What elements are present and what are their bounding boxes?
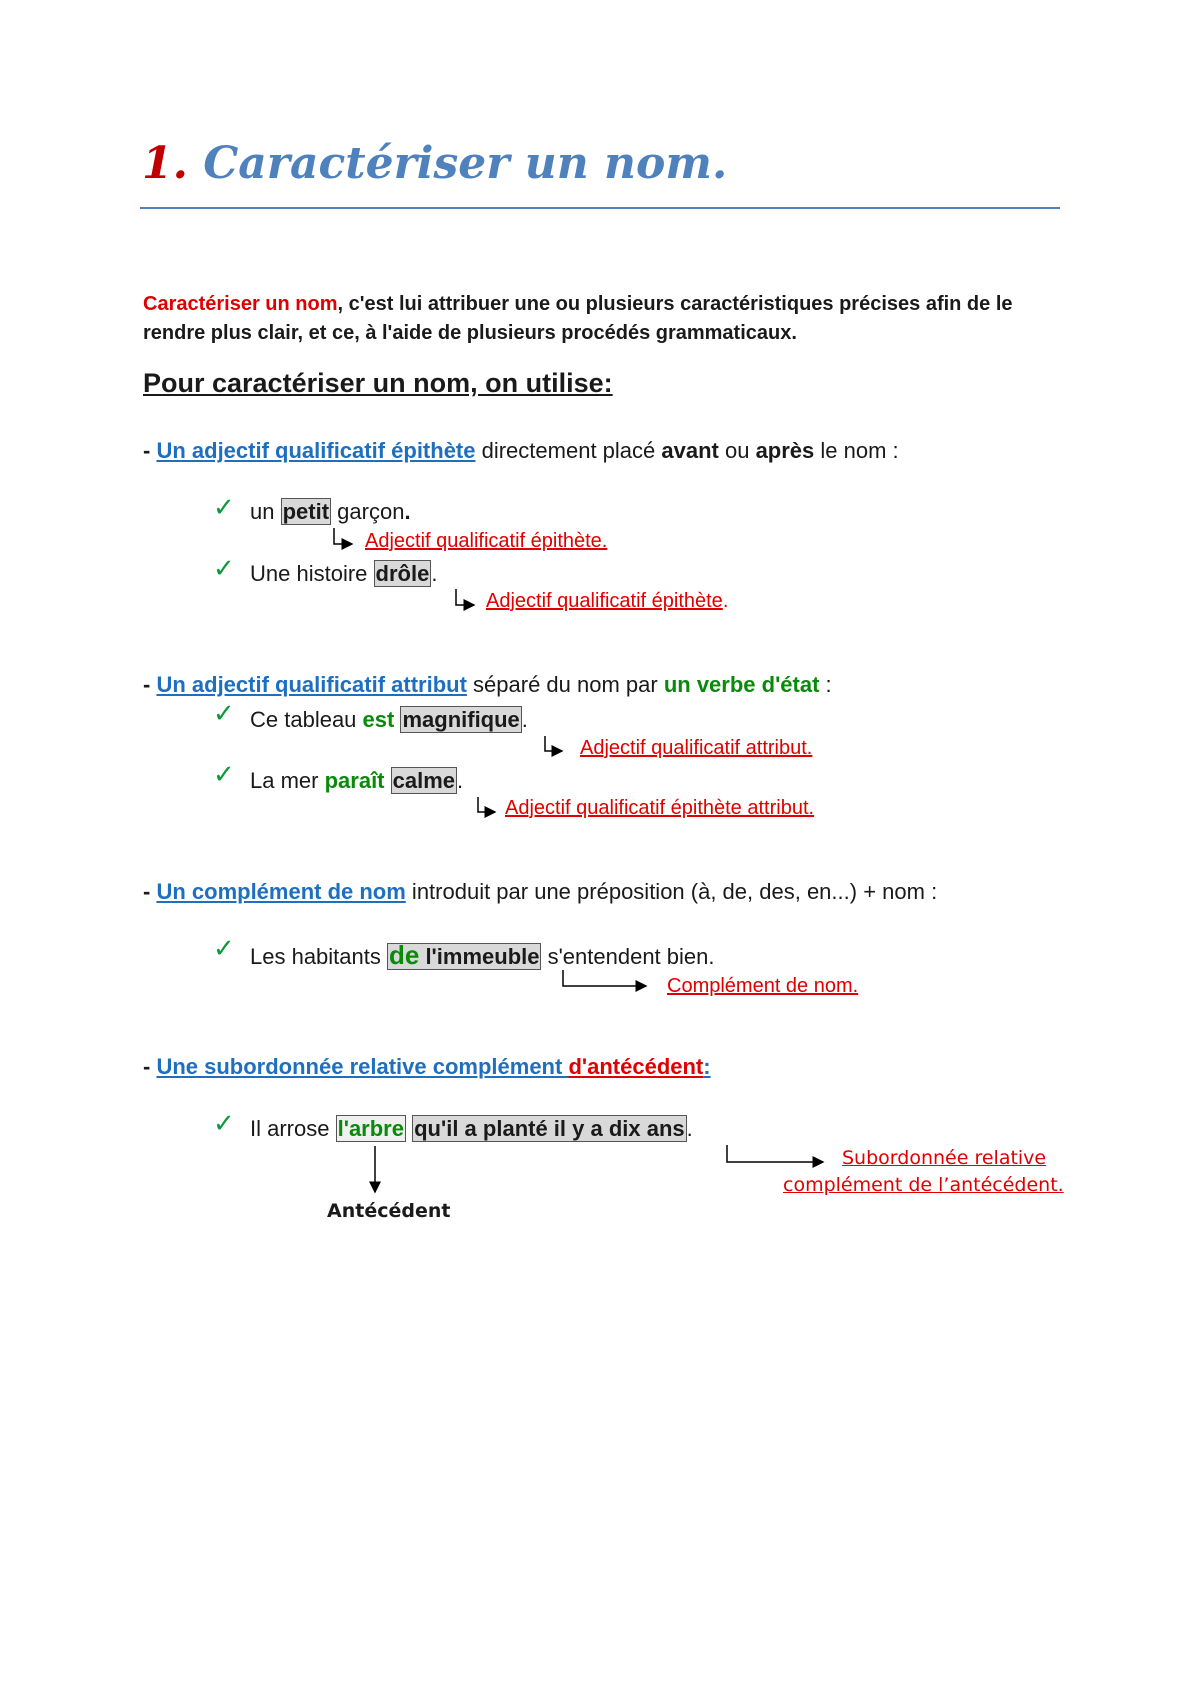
boxed-antecedent: l'arbre (337, 1116, 404, 1141)
bold-avant: avant (661, 438, 719, 463)
section-heading: Pour caractériser un nom, on utilise: (143, 368, 613, 398)
boxed-word: calme (392, 768, 456, 793)
boxed-word: magnifique (402, 707, 520, 732)
text: Ce tableau (250, 707, 363, 732)
verbe-etat: un verbe d'état (663, 672, 820, 697)
annotation-attribut-2: Adjectif qualificatif épithète attribut. (505, 797, 815, 819)
text: ou (718, 438, 756, 463)
text: le nom : (814, 438, 899, 463)
text: . (686, 1116, 693, 1141)
text: : (819, 672, 832, 697)
preposition: de (388, 940, 420, 970)
link-complement-nom[interactable]: Un complément de nom (156, 879, 406, 904)
verb: paraît (324, 768, 385, 793)
bold-apres: après (755, 438, 815, 463)
antecedent-label: Antécédent (327, 1200, 451, 1222)
text: Une histoire (250, 561, 374, 586)
title-text: Caractériser un nom. (187, 138, 728, 189)
note: Adjectif qualificatif épithète (486, 590, 723, 612)
arrow-magnifique (545, 736, 562, 751)
boxed-word: petit (282, 499, 330, 524)
boxed-word: drôle (375, 561, 430, 586)
link-epithete[interactable]: Un adjectif qualificatif épithète (156, 438, 476, 463)
text: introduit par une préposition (à, de, des, en...) + nom : (405, 879, 938, 904)
text: séparé du nom par (466, 672, 664, 697)
check-icon: ✓ (213, 698, 235, 728)
text: un (250, 499, 281, 524)
text: directement placé (475, 438, 662, 463)
boxed-relative: qu'il a planté il y a dix ans (414, 1116, 685, 1141)
note-end: . (722, 590, 729, 612)
arrow-relative (727, 1145, 823, 1162)
arrow-drole (456, 589, 474, 605)
check-icon: ✓ (213, 933, 235, 963)
check-icon: ✓ (213, 553, 235, 583)
text: garçon (331, 499, 405, 524)
check-icon: ✓ (213, 759, 235, 789)
intro-rest: , c'est lui attribuer une ou plusieurs caractéristiques précises afin de le rendre plus clair, et ce, à l'aide de plusieurs procédés grammaticaux. (143, 293, 1013, 344)
text: s'entendent bien. (541, 944, 715, 969)
dash: - (143, 1054, 157, 1079)
dash: - (143, 438, 157, 463)
text: Il arrose (250, 1116, 336, 1141)
dash: - (143, 672, 157, 697)
check-icon: ✓ (213, 1108, 235, 1138)
noun: l'immeuble (419, 944, 540, 969)
dash: - (143, 879, 157, 904)
arrow-petit (334, 528, 352, 544)
link-attribut[interactable]: Un adjectif qualificatif attribut (156, 672, 467, 697)
annotation-complement-nom: Complément de nom. (667, 975, 859, 997)
text: . (457, 768, 464, 793)
title-number: 1. (142, 138, 188, 189)
arrow-calme (478, 797, 495, 812)
arrow-complement (563, 970, 646, 986)
annotation-relative-1: Subordonnée relative (842, 1147, 1047, 1169)
check-icon: ✓ (213, 492, 235, 522)
verb: est (362, 707, 395, 732)
annotation-relative-2: complément de l’antécédent. (783, 1174, 1064, 1196)
intro-lead: Caractériser un nom (143, 293, 338, 315)
text: . (431, 561, 438, 586)
colon: : (703, 1054, 711, 1079)
antecedent-red: d'antécédent (568, 1054, 704, 1079)
text: La mer (250, 768, 325, 793)
link-subordonnee[interactable]: Une subordonnée relative complément (156, 1054, 569, 1079)
annotation-epithete-1: Adjectif qualificatif épithète. (365, 530, 608, 552)
text: Les habitants (250, 944, 387, 969)
text: . (404, 499, 411, 524)
text: . (521, 707, 528, 732)
annotation-attribut-1: Adjectif qualificatif attribut. (580, 737, 813, 759)
